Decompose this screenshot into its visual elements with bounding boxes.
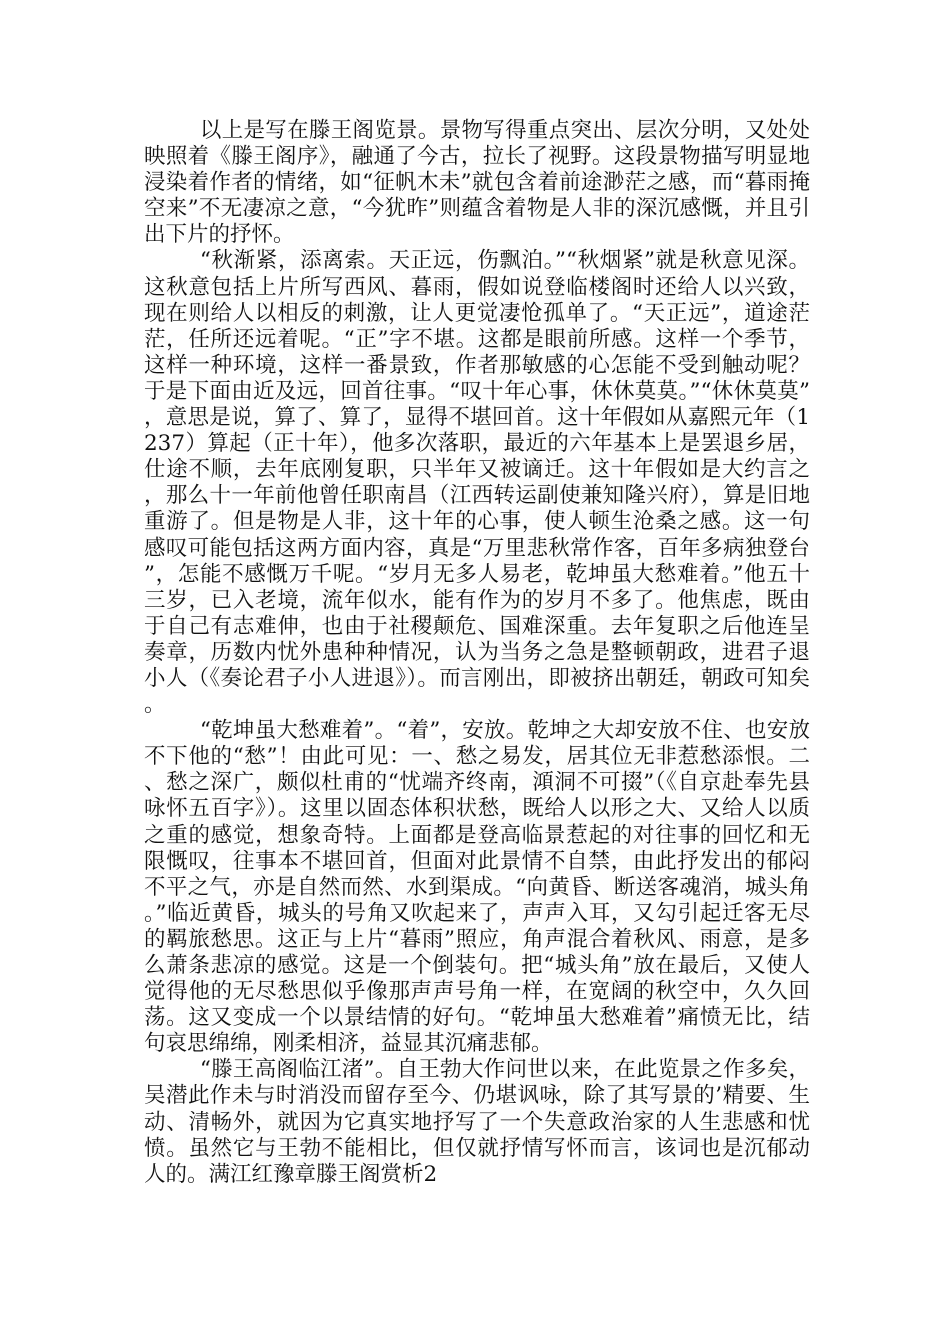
paragraph-1: 以上是写在滕王阁览景。景物写得重点突出、层次分明，又处处映照着《滕王阁序》，融通了今古，拉长了视野。这段景物描写明显地浸染着作者的情绪，如“征帆木未”就包含着前途渺茫之感，而“暮雨掩空来”不无凄凉之意，“今犹昨”则蕴含着物是人非的深沉感慨，并且引出下片的抒怀。 — [144, 118, 810, 248]
document-page — [144, 118, 810, 1188]
paragraph-2: “秋渐紧，添离索。天正远，伤飘泊。”“秋烟紧”就是秋意见深。这秋意包括上片所写西风、暮雨，假如说登临楼阁时还给人以兴致，现在则给人以相反的刺激，让人更觉凄怆孤单了。“天正远”，道途茫茫，任所还远着呢。“正”字不堪。这都是眼前所感。这样一个季节，这样一种环境，这样一番景致，作者那敏感的心怎能不受到触动呢？于是下面由近及远，回首往事。“叹十年心事，休休莫莫。”“休休莫莫”，意思是说，算了、算了，显得不堪回首。这十年假如从嘉熙元年（1237）算起（正十年），他多次落职，最近的六年基本上是罢退乡居，仕途不顺，去年底刚复职，只半年又被谪迁。这十年假如是大约言之，那么十一年前他曾任职南昌（江西转运副使兼知隆兴府），算是旧地重游了。但是物是人非，这十年的心事，使人顿生沧桑之感。这一句感叹可能包括这两方面内容，真是“万里悲秋常作客，百年多病独登台”，怎能不感慨万千呢。“岁月无多人易老，乾坤虽大愁难着。”他五十三岁，已入老境，流年似水，能有作为的岁月不多了。他焦虑，既由于自己有志难伸，也由于社稷颠危、国难深重。去年复职之后他连呈奏章，历数内忧外患种种情况，认为当务之急是整顿朝政，进君子退小人（《奏论君子小人进退》）。而言刚出，即被挤出朝廷，朝政可知矣。 — [144, 248, 810, 718]
paragraph-3: “乾坤虽大愁难着”。“着”，安放。乾坤之大却安放不住、也安放不下他的“愁”！由此可见：一、愁之易发，居其位无非惹愁添恨。二、愁之深广，颇似杜甫的“忧端齐终南，澒洞不可掇”（《自京赴奉先县咏怀五百字》）。这里以固态体积状愁，既给人以形之大、又给人以质之重的感觉，想象奇特。上面都是登高临景惹起的对往事的回忆和无限慨叹，往事本不堪回首，但面对此景情不自禁，由此抒发出的郁闷不平之气，亦是自然而然、水到渠成。“向黄昏、断送客魂消，城头角。”临近黄昏，城头的号角又吹起来了，声声入耳，又勾引起迁客无尽的羁旅愁思。这正与上片“暮雨”照应，角声混合着秋风、雨意，是多么萧条悲凉的感觉。这是一个倒装句。把“城头角”放在最后，又使人觉得他的无尽愁思似乎像那声声号角一样，在宽阔的秋空中，久久回荡。这又变成一个以景结情的好句。“乾坤虽大愁难着”痛愤无比，结句哀思绵绵，刚柔相济，益显其沉痛悲郁。 — [144, 718, 810, 1057]
paragraph-4: “滕王高阁临江渚”。自王勃大作问世以来，在此览景之作多矣，吴潜此作未与时消没而留存至今、仍堪讽咏，除了其写景的’精要、生动、清畅外，就因为它真实地抒写了一个失意政治家的人生悲感和忧愤。虽然它与王勃不能相比，但仅就抒情写怀而言，该词也是沉郁动人的。满江红豫章滕王阁赏析2 — [144, 1057, 810, 1187]
